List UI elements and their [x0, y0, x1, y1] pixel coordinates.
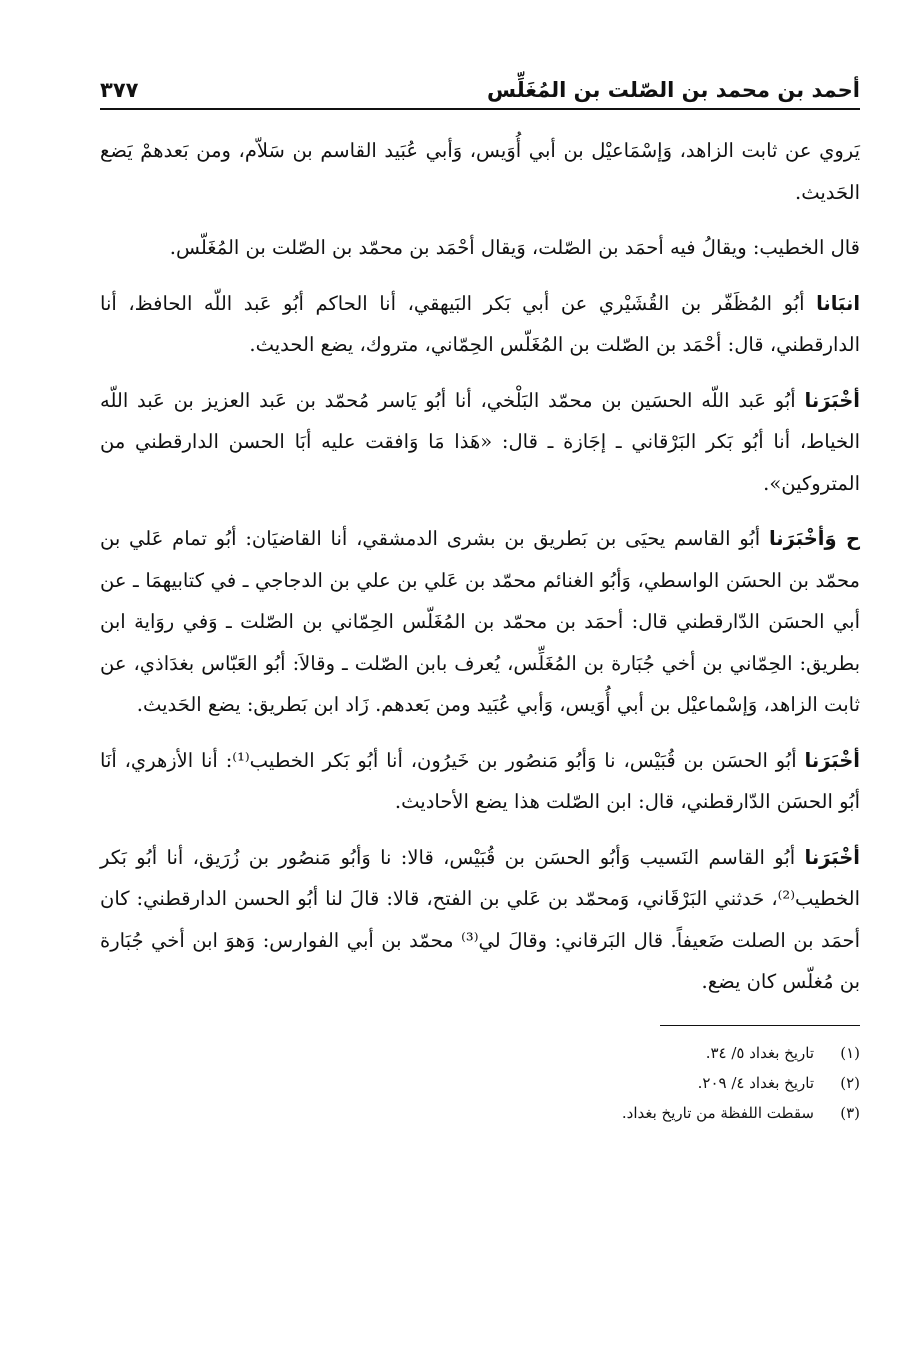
paragraph-5 [100, 518, 860, 726]
footnote-item [100, 1038, 860, 1068]
paragraph-7 [100, 837, 860, 1003]
footnote-text: سقطت اللفظة من تاريخ بغداد. [621, 1103, 814, 1122]
running-header [100, 64, 860, 110]
book-page [100, 64, 860, 1304]
footnote-number: (١) [840, 1043, 860, 1062]
footnote-item [100, 1068, 860, 1098]
main-text [100, 130, 860, 1003]
paragraph-6-lead: أخْبَرَنا [804, 748, 860, 772]
footnote-number: (٢) [840, 1073, 860, 1092]
paragraph-5-lead: ح وَأخْبَرَنا [768, 527, 860, 550]
paragraph-4-text: أبُو عَبد اللّه الحسَين بن محمّد البَلْخي، أنا أبُو يَاسر مُحمّد بن عَبد العزيز بن عَبد اللّه الخياط، أنا أبُو بَكر البَرْقاني ـ إجَازة ـ قال: «هَذا مَا وَافقت عليه أبَا الحسن الدارقطني من المتروكين». [100, 388, 860, 495]
paragraph-6-text: أبُو الحسَن بن قُبَيْس، نا وَأبُو مَنصُور بن خَيرُون، أنا أبُو بَكر الخطيب⁽¹⁾: أنا الأزهري، أنَا أبُو الحسَن الدّارقطني، قال: ابن الصّلت هذا يضع الأحاديث. [100, 748, 860, 813]
paragraph-7-lead: أخْبَرَنا [804, 845, 860, 869]
paragraph-3-text: أبُو المُظَفّر بن القُشَيْري عن أبي بَكر البَيهقي، أنا الحاكم أبُو عَبد اللّه الحافظ، أنا الدارقطني، قال: أحْمَد بن الصّلت بن المُغَلّس الحِمّاني، متروك، يضع الحديث. [100, 291, 860, 356]
footnote-divider [660, 1025, 860, 1026]
paragraph-7-text: أبُو القاسم النَسيب وَأبُو الحسَن بن قُبَيْس، قالا: نا وَأبُو مَنصُور بن زُرَيق، أنا أبُو بَكر الخطيب⁽²⁾، حَدثني البَرْقَاني، وَمحمّد بن عَلي بن الفتح، قالا: قالَ لنا أبُو الحسن الدارقطني: كان أحمَد بن الصلت ضَعيفاً. قال البَرقاني: وقالَ لي⁽³⁾ محمّد بن أبي الفوارس: وَهوَ ابن أخي جُبَارة بن مُغلّس كان يضع. [100, 845, 860, 993]
paragraph-4 [100, 380, 860, 505]
paragraph-3-lead: انبَانا [816, 291, 861, 315]
footnote-text: تاريخ بغداد ٥/ ٣٤. [705, 1043, 814, 1062]
page-number: ٣٧٧ [100, 78, 139, 102]
paragraph-5-text: أبُو القاسم يحيَى بن بَطريق بن بشرى الدمشقي، أنا القاضيَان: أبُو تمام عَلي بن محمّد بن الحسَن الواسطي، وَأبُو الغنائم محمّد بن عَلي بن علي بن الدجاجي ـ في كتابيهمَا ـ عن أبي الحسَن الدّارقطني قال: أحمَد بن محمّد بن المُغَلّس الحِمّاني بن الصّلت ـ وَفي روَاية ابن بطريق: الحِمّاني بن أخي جُبَارة بن المُغَلِّس، يُعرف بابن الصّلت ـ وقالاَ: أبُو العَبّاس بغدَاذي، عن ثابت الزاهد، وَإسْماعيْل بن أبي أُوَيس، وَأبي عُبَيد ومن بَعدهم. زَاد ابن بَطريق: يضع الحَديث. [100, 527, 860, 716]
paragraph-3 [100, 283, 860, 366]
paragraph-1 [100, 130, 860, 213]
footnote-text: تاريخ بغداد ٤/ ٢٠٩. [697, 1073, 814, 1092]
header-title: أحمد بن محمد بن الصّلت بن المُغَلِّس [487, 78, 860, 102]
paragraph-2-text: قال الخطيب: ويقالُ فيه أحمَد بن الصّلت، وَيقال أحْمَد بن محمّد بن الصّلت بن المُغَلّس. [169, 236, 860, 259]
paragraph-2 [100, 227, 860, 269]
footnotes [100, 1038, 860, 1128]
paragraph-4-lead: أخْبَرَنا [804, 388, 860, 412]
footnote-number: (٣) [840, 1103, 860, 1122]
paragraph-1-text: يَروي عن ثابت الزاهد، وَإسْمَاعيْل بن أبي أُوَيس، وَأبي عُبَيد القاسم بن سَلاّم، ومن بَعدهمْ يَضع الحَديث. [100, 139, 860, 204]
footnote-item [100, 1098, 860, 1128]
paragraph-6 [100, 740, 860, 823]
